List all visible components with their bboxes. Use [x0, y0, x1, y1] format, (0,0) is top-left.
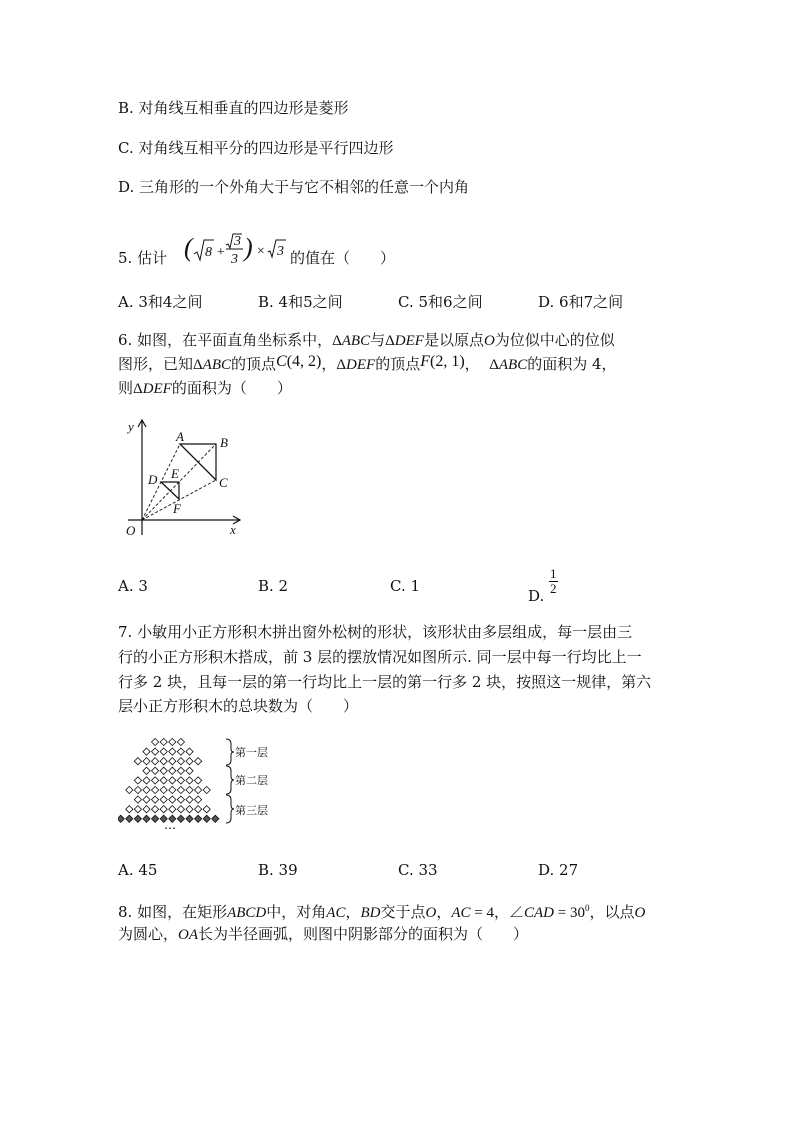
tree-block	[143, 786, 150, 793]
tree-block	[126, 806, 133, 813]
label-a: A	[176, 429, 184, 444]
tree-block	[118, 815, 124, 822]
tree-block	[152, 786, 159, 793]
svg-text:3: 3	[234, 234, 241, 249]
tree-block	[186, 786, 193, 793]
q4-option-d: D. 三角形的一个外角大于与它不相邻的任意一个内角	[118, 178, 470, 196]
tree-block	[152, 777, 159, 784]
q6-option-b: B. 2	[258, 577, 289, 595]
tree-block	[152, 758, 159, 765]
math-point-o-2: O	[634, 905, 646, 921]
tree-block	[186, 777, 193, 784]
q5-option-b: B. 4和5之间	[258, 293, 343, 311]
tree-block	[169, 796, 176, 803]
q7-tree-figure	[118, 734, 288, 834]
math-triangle-abc-2: ΔABC	[193, 357, 232, 373]
tree-block	[195, 786, 202, 793]
tree-diamonds	[118, 738, 219, 822]
math-point-c: C(4, 2)	[276, 353, 322, 370]
tree-block	[177, 806, 184, 813]
q6-option-d: D. $\frac{1}{2}$	[528, 566, 557, 605]
tree-block	[177, 796, 184, 803]
label-d: D	[148, 472, 158, 487]
tree-block	[169, 748, 176, 755]
q7-option-b: B. 39	[258, 861, 298, 879]
q6-figure	[118, 415, 248, 540]
fraction-one-half: $\frac{1}{2}$	[550, 566, 557, 596]
q8-line-2: 为圆心，OA长为半径画弧，则图中阴影部分的面积为（ ）	[118, 925, 529, 943]
svg-text:3: 3	[231, 252, 238, 267]
tree-block	[134, 786, 141, 793]
tree-block	[160, 777, 167, 784]
q7-option-d: D. 27	[538, 861, 579, 879]
tree-block	[126, 786, 133, 793]
math-triangle-def-2: ΔDEF	[336, 357, 376, 373]
math-triangle-abc-3: ΔABC	[489, 357, 528, 373]
tree-block	[186, 796, 193, 803]
label-f: F	[173, 501, 181, 516]
math-rect-abcd: ABCD	[227, 905, 267, 921]
q5-option-c: C. 5和6之间	[398, 293, 483, 311]
svg-text:(: (	[184, 233, 193, 262]
layer-label-2: 第二层	[235, 775, 268, 787]
tree-block	[143, 758, 150, 765]
tree-block	[160, 767, 167, 774]
tree-block	[152, 748, 159, 755]
q8-line-1: 8. 如图，在矩形ABCD中，对角AC，BD交于点O，AC = 4，∠CAD = $30^0$，以点O	[118, 903, 646, 921]
tree-block	[160, 786, 167, 793]
segment-d-f	[161, 482, 179, 499]
tree-block	[177, 767, 184, 774]
q5-suffix: 的值在（ ）	[290, 249, 396, 267]
tree-block	[160, 758, 167, 765]
tree-block	[212, 815, 219, 822]
label-x: x	[230, 522, 236, 537]
svg-text:): )	[244, 233, 253, 262]
q7-line-4: 层小正方形积木的总块数为（ ）	[118, 697, 359, 715]
continuation-dots: ⋯	[164, 821, 176, 834]
tree-block	[169, 738, 176, 745]
layer-label-3: 第三层	[235, 805, 268, 817]
tree-block	[186, 806, 193, 813]
q6-line-2: 图形，已知ΔABC的顶点C(4, 2)，ΔDEF的顶点F(2, 1)， ΔABC的面积为 4，	[118, 353, 617, 373]
label-c: C	[219, 475, 228, 490]
svg-text:+: +	[216, 245, 226, 260]
tree-block	[203, 786, 210, 793]
q6-line-1: 6. 如图，在平面直角坐标系中，ΔABC与ΔDEF是以原点O为位似中心的位似	[118, 331, 615, 349]
tree-block	[195, 777, 202, 784]
math-triangle-def-1: ΔDEF	[385, 333, 424, 349]
math-triangle-abc-1: ΔABC	[332, 333, 371, 349]
tree-block	[186, 767, 193, 774]
tree-block	[177, 758, 184, 765]
tree-block	[160, 806, 167, 813]
svg-text:×: ×	[256, 244, 266, 259]
math-condition: O，AC = 4，∠CAD = $30^0$	[425, 903, 590, 921]
tree-block	[143, 748, 150, 755]
math-segment-oa: OA	[178, 927, 199, 943]
tree-block	[143, 796, 150, 803]
tree-block	[160, 738, 167, 745]
q7-line-2: 行的小正方形积木搭成，前 3 层的摆放情况如图所示. 同一层中每一行均比上一	[118, 648, 642, 666]
tree-block	[169, 758, 176, 765]
tree-block	[177, 748, 184, 755]
svg-text:8: 8	[205, 245, 212, 260]
q7-option-c: C. 33	[398, 861, 438, 879]
math-point-o: O	[483, 333, 495, 349]
q5-option-d: D. 6和7之间	[538, 293, 624, 311]
math-point-f: F(2, 1)	[420, 353, 465, 370]
q6-option-c: C. 1	[390, 577, 421, 595]
q7-line-1: 7. 小敏用小正方形积木拼出窗外松树的形状，该形状由多层组成，每一层由三	[118, 623, 633, 641]
tree-block	[134, 758, 141, 765]
tree-block	[195, 806, 202, 813]
q6-option-a: A. 3	[118, 577, 148, 595]
tree-block	[152, 806, 159, 813]
tree-block	[160, 748, 167, 755]
tree-block	[177, 738, 184, 745]
math-triangle-def-3: ΔDEF	[133, 381, 172, 397]
tree-block	[177, 815, 184, 822]
tree-block	[143, 806, 150, 813]
brace-layer-3	[226, 795, 234, 823]
brace-layer-2	[226, 766, 234, 794]
q6-line-3: 则ΔDEF的面积为（ ）	[118, 379, 292, 397]
tree-block	[152, 796, 159, 803]
tree-block	[143, 815, 150, 822]
tree-block	[152, 767, 159, 774]
tree-block	[186, 748, 193, 755]
label-b: B	[220, 435, 228, 450]
tree-block	[160, 796, 167, 803]
math-diagonals: AC，BD	[326, 905, 381, 921]
tree-block	[195, 758, 202, 765]
q5-option-a: A. 3和4之间	[118, 293, 203, 311]
tree-block	[143, 767, 150, 774]
tree-block	[186, 815, 193, 822]
tree-block	[195, 815, 202, 822]
q5-expression	[184, 226, 294, 270]
label-o: O	[126, 523, 136, 538]
tree-block	[203, 815, 210, 822]
q7-line-3: 行多 2 块，且每一层的第一行均比上一层的第一行多 2 块，按照这一规律，第六	[118, 673, 652, 691]
tree-block	[169, 767, 176, 774]
tree-block	[177, 786, 184, 793]
tree-block	[134, 815, 141, 822]
tree-block	[177, 777, 184, 784]
tree-block	[143, 777, 150, 784]
tree-block	[134, 796, 141, 803]
q4-option-b: B. 对角线互相垂直的四边形是菱形	[118, 99, 349, 117]
tree-block	[134, 806, 141, 813]
tree-block	[126, 815, 133, 822]
tree-block	[152, 815, 159, 822]
tree-block	[169, 786, 176, 793]
tree-block	[186, 758, 193, 765]
label-e: E	[171, 466, 179, 481]
svg-text:3: 3	[277, 244, 284, 259]
tree-block	[169, 806, 176, 813]
q4-option-c: C. 对角线互相平分的四边形是平行四边形	[118, 139, 394, 157]
tree-block	[203, 806, 210, 813]
tree-block	[169, 777, 176, 784]
tree-block	[134, 777, 141, 784]
label-y: y	[128, 419, 134, 434]
tree-block	[195, 796, 202, 803]
q5-prefix: 5. 估计	[118, 249, 168, 267]
tree-block	[152, 738, 159, 745]
layer-label-1: 第一层	[235, 747, 268, 759]
brace-layer-1	[226, 739, 234, 765]
q7-option-a: A. 45	[118, 861, 158, 879]
